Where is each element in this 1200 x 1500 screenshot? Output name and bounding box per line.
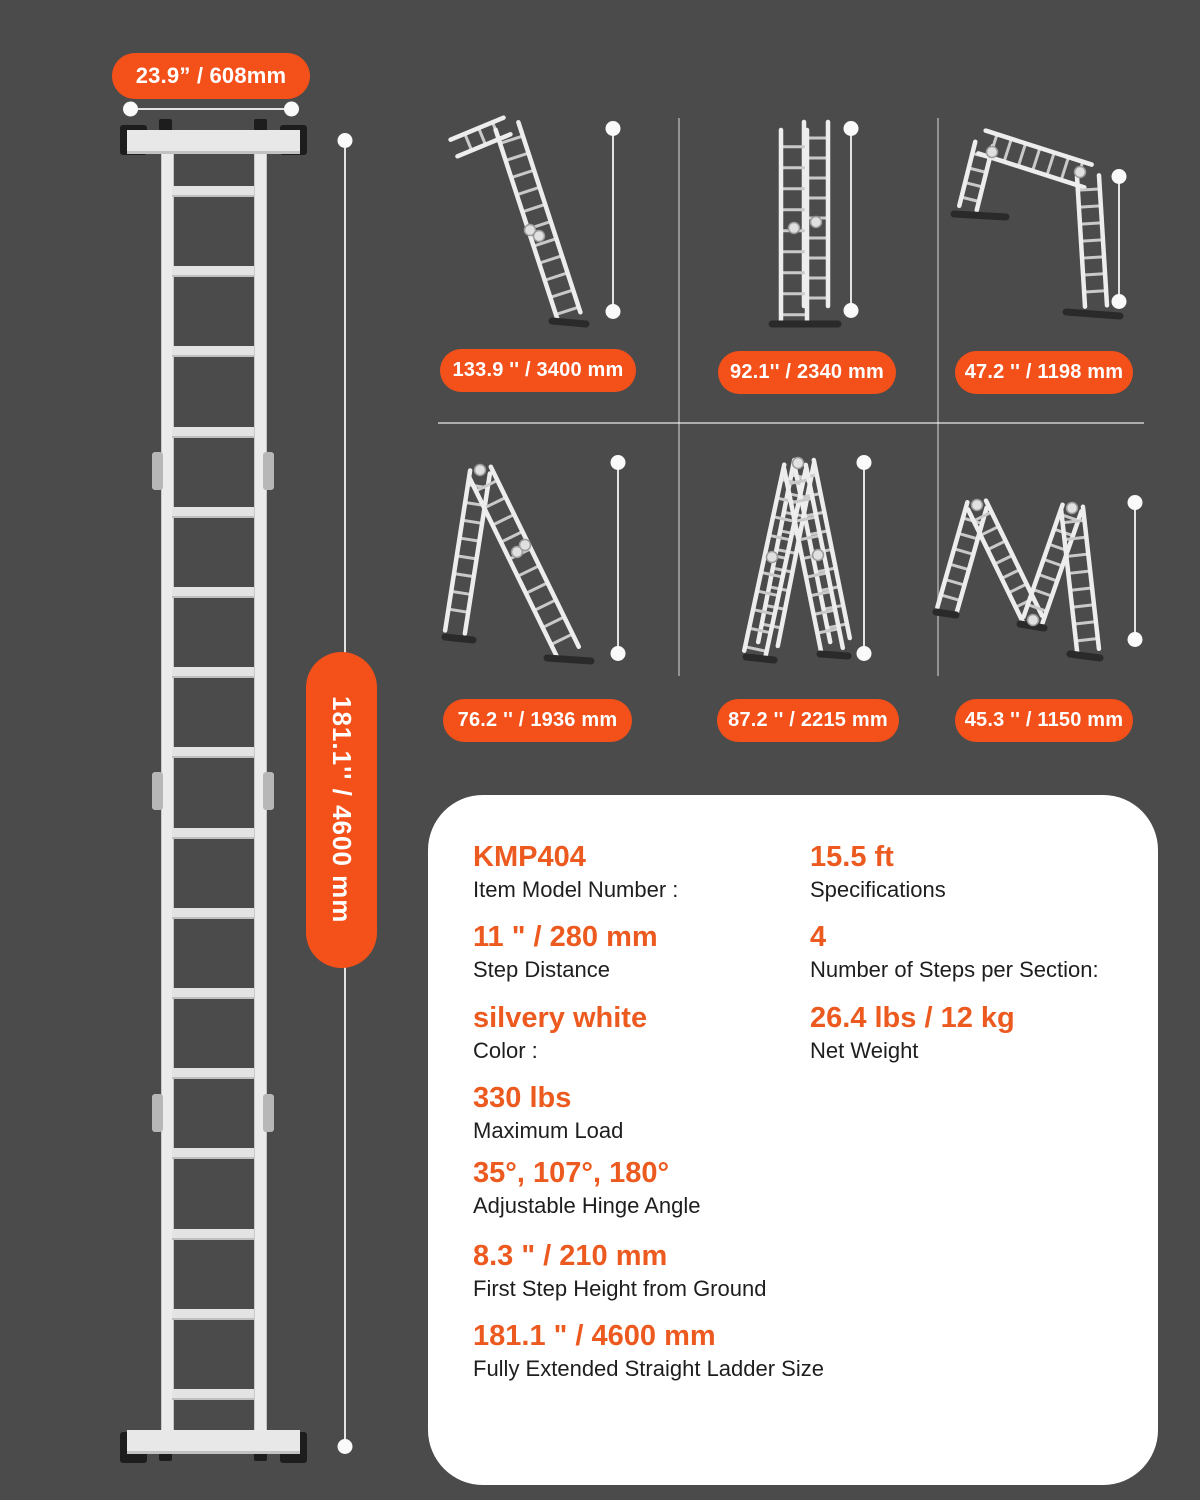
stairway-ladder-icon: [445, 452, 630, 667]
ladder-bottom-bar: [127, 1430, 300, 1454]
height-dimension-line: [843, 121, 859, 318]
dimension-badge: 133.9 '' / 3400 mm: [440, 349, 636, 392]
height-dimension-line: [605, 121, 621, 319]
ladder-hinge: [152, 1094, 163, 1132]
dimension-badge: 87.2 '' / 2215 mm: [717, 699, 899, 742]
spec-item-model-number: [473, 842, 678, 903]
ladder-hinge: [263, 1094, 274, 1132]
spec-label: First Step Height from Ground: [473, 1276, 767, 1302]
spec-label: Specifications: [810, 877, 946, 903]
spec-value: 181.1 " / 4600 mm: [473, 1320, 716, 1352]
spec-net-weight: [810, 1003, 1015, 1064]
spec-first-step-height: [473, 1241, 766, 1302]
spec-specifications: [810, 842, 946, 903]
spec-label: Fully Extended Straight Ladder Size: [473, 1356, 824, 1382]
spec-value: KMP404: [473, 841, 586, 873]
height-dimension-badge: 181.1'' / 4600 mm: [306, 652, 377, 968]
spec-label: Step Distance: [473, 957, 610, 983]
spec-value: 26.4 lbs / 12 kg: [810, 1002, 1015, 1034]
height-dimension-line: [1127, 495, 1143, 647]
ladder-top-bar: [127, 130, 300, 154]
folded-ladder-icon: [932, 482, 1132, 667]
spec-label: Maximum Load: [473, 1118, 624, 1144]
ladder-hinge: [263, 772, 274, 810]
spec-extended-size: [473, 1321, 824, 1382]
height-dimension-line: [610, 455, 626, 661]
spec-steps-per-section: [810, 922, 1099, 983]
height-dimension-line: [1111, 169, 1127, 309]
scaffold-bridge-icon: [948, 126, 1128, 331]
spec-hinge-angle: [473, 1158, 701, 1219]
spec-value: silvery white: [473, 1002, 648, 1034]
spec-label: Net Weight: [810, 1038, 919, 1064]
spec-maximum-load: [473, 1083, 623, 1144]
dimension-badge: 92.1'' / 2340 mm: [718, 351, 896, 394]
spec-color: [473, 1003, 647, 1064]
spec-value: 4: [810, 921, 827, 953]
spec-card: [428, 795, 1158, 1485]
spec-label: Item Model Number :: [473, 877, 679, 903]
ladder-hinge: [263, 452, 274, 490]
dimension-badge: 47.2 '' / 1198 mm: [955, 351, 1133, 394]
ladder-hinge: [152, 772, 163, 810]
extension-ladder-icon: [442, 112, 627, 337]
spec-label: Color :: [473, 1038, 538, 1064]
ladder-hinge: [152, 452, 163, 490]
spec-label: Number of Steps per Section:: [810, 957, 1099, 983]
spec-step-distance: [473, 922, 658, 983]
grid-divider-horizontal: [438, 422, 1144, 424]
dimension-badge: 45.3 '' / 1150 mm: [955, 699, 1133, 742]
width-dimension-badge: 23.9” / 608mm: [112, 53, 310, 99]
width-dimension-line: [123, 101, 299, 116]
dimension-badge: 76.2 '' / 1936 mm: [443, 699, 632, 742]
spec-value: 35°, 107°, 180°: [473, 1157, 670, 1189]
spec-value: 8.3 " / 210 mm: [473, 1240, 668, 1272]
height-dimension-line: [856, 455, 872, 661]
spec-value: 15.5 ft: [810, 841, 894, 873]
spec-label: Adjustable Hinge Angle: [473, 1193, 701, 1219]
spec-value: 11 " / 280 mm: [473, 921, 658, 953]
spec-value: 330 lbs: [473, 1082, 572, 1114]
grid-divider-vertical: [678, 118, 680, 676]
